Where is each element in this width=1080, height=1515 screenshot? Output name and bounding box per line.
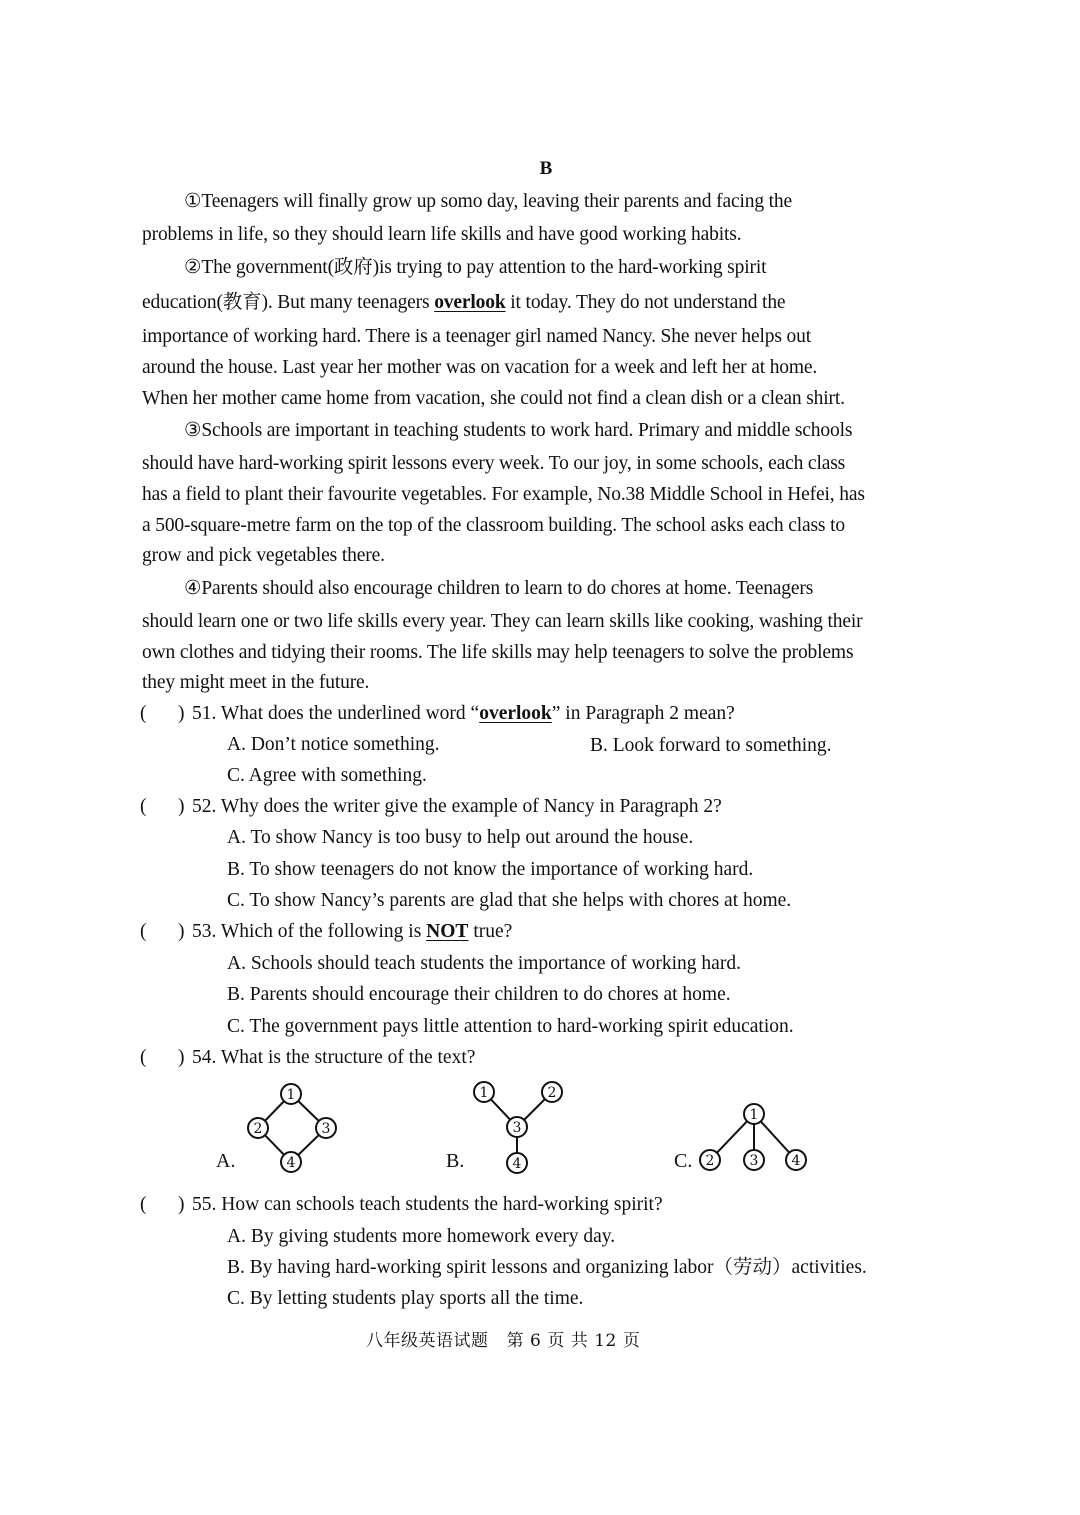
paragraph-marker: ① <box>184 191 202 212</box>
section-title: B <box>539 158 553 179</box>
answer-blank-open[interactable]: ( <box>140 1047 147 1068</box>
diagram-b-node-3 <box>507 1117 527 1137</box>
paragraph-marker: ④ <box>184 578 202 599</box>
answer-blank-close[interactable]: ) <box>178 921 185 942</box>
underlined-word: NOT <box>426 921 469 942</box>
paragraph-2-line-4: around the house. Last year her mother was on vacation for a week and left her at home. <box>142 357 818 378</box>
page-number: 6 <box>530 1331 542 1351</box>
paragraph-3-line-5: grow and pick vegetables there. <box>142 545 385 566</box>
node-label: 2 <box>705 1153 715 1169</box>
paragraph-4-line-3: own clothes and tidying their rooms. The life skills may help teenagers to solve the problems <box>142 642 854 663</box>
answer-blank-close[interactable]: ) <box>178 1194 185 1215</box>
paragraph-4-line-2: should learn one or two life skills every year. They can learn skills like cooking, washing their <box>142 611 863 632</box>
structure-diagram-c <box>695 1098 815 1178</box>
paragraph-2-line-5: When her mother came home from vacation, she could not find a clean dish or a clean shirt. <box>142 388 845 409</box>
structure-diagram-b <box>465 1078 575 1178</box>
paragraph-2-line-1: ②The government(政府)is trying to pay attention to the hard-working spirit <box>184 257 767 278</box>
diagram-c-node-3 <box>744 1150 764 1170</box>
question-text: 52. Why does the writer give the example of Nancy in Paragraph 2? <box>192 796 722 817</box>
q55-option-c: C. By letting students play sports all the time. <box>227 1288 584 1309</box>
paragraph-marker: ② <box>184 257 202 278</box>
diagram-c-node-2 <box>700 1150 720 1170</box>
paragraph-marker: ③ <box>184 420 202 441</box>
q55-option-a: A. By giving students more homework every day. <box>227 1226 616 1247</box>
paragraph-4-line-1: ④Parents should also encourage children to learn to do chores at home. Teenagers <box>184 578 814 599</box>
node-label: 1 <box>749 1107 759 1123</box>
paragraph-3-line-4: a 500-square-metre farm on the top of the classroom building. The school asks each class to <box>142 515 845 536</box>
question-text: 53. Which of the following is NOT true? <box>192 921 513 942</box>
node-label: 3 <box>749 1153 759 1169</box>
node-label: 2 <box>547 1085 557 1101</box>
node-label: 4 <box>512 1156 522 1172</box>
paragraph-3-line-1: ③Schools are important in teaching students to work hard. Primary and middle schools <box>184 420 853 441</box>
q55-option-b: B. By having hard-working spirit lessons and organizing labor（劳动）activities. <box>227 1257 867 1278</box>
paragraph-4-line-4: they might meet in the future. <box>142 672 370 693</box>
q52-option-c: C. To show Nancy’s parents are glad that she helps with chores at home. <box>227 890 792 911</box>
q53-option-b: B. Parents should encourage their children to do chores at home. <box>227 984 731 1005</box>
question-text: 54. What is the structure of the text? <box>192 1047 476 1068</box>
node-label: 1 <box>479 1085 489 1101</box>
paragraph-3-line-2: should have hard-working spirit lessons every week. To our joy, in some schools, each class <box>142 453 846 474</box>
answer-blank-open[interactable]: ( <box>140 921 147 942</box>
underlined-word: overlook <box>434 292 506 313</box>
paragraph-1-line-2: problems in life, so they should learn life skills and have good working habits. <box>142 224 742 245</box>
diagram-b-label: B. <box>446 1150 465 1172</box>
footer-title: 八年级英语试题 <box>366 1331 489 1351</box>
paragraph-3-line-3: has a field to plant their favourite vegetables. For example, No.38 Middle School in Hefei, has <box>142 484 865 505</box>
answer-blank-close[interactable]: ) <box>178 703 185 724</box>
question-text: 51. What does the underlined word “overlook” in Paragraph 2 mean? <box>192 703 735 724</box>
structure-diagram-a <box>240 1078 350 1178</box>
node-label: 4 <box>791 1153 801 1169</box>
paragraph-2-line-3: importance of working hard. There is a teenager girl named Nancy. She never helps out <box>142 326 811 347</box>
paragraph-1-line-1: ①Teenagers will finally grow up somo day, leaving their parents and facing the <box>184 191 793 212</box>
diagram-a-node-2 <box>248 1118 268 1138</box>
q53-option-c: C. The government pays little attention to hard-working spirit education. <box>227 1016 794 1037</box>
diagram-a-node-1 <box>281 1084 301 1104</box>
question-text: 55. How can schools teach students the hard-working spirit? <box>192 1194 663 1215</box>
diagram-c-node-4 <box>786 1150 806 1170</box>
diagram-a-label: A. <box>216 1150 236 1172</box>
diagram-a-node-4 <box>281 1152 301 1172</box>
diagram-b-node-4 <box>507 1153 527 1173</box>
q52-option-b: B. To show teenagers do not know the importance of working hard. <box>227 859 754 880</box>
answer-blank-open[interactable]: ( <box>140 703 147 724</box>
answer-blank-close[interactable]: ) <box>178 796 185 817</box>
total-pages: 12 <box>594 1331 617 1351</box>
q52-option-a: A. To show Nancy is too busy to help out around the house. <box>227 827 694 848</box>
node-label: 4 <box>286 1155 296 1171</box>
answer-blank-close[interactable]: ) <box>178 1047 185 1068</box>
diagram-c-node-1 <box>744 1104 764 1124</box>
node-label: 2 <box>253 1121 263 1137</box>
diagram-b-node-1 <box>474 1082 494 1102</box>
diagram-c-label: C. <box>674 1150 693 1172</box>
node-label: 1 <box>286 1087 296 1103</box>
q53-option-a: A. Schools should teach students the importance of working hard. <box>227 953 741 974</box>
q51-option-a: A. Don’t notice something. <box>227 734 440 755</box>
diagram-b-node-2 <box>542 1082 562 1102</box>
node-label: 3 <box>321 1121 331 1137</box>
node-label: 3 <box>512 1120 522 1136</box>
q51-option-c: C. Agree with something. <box>227 765 427 786</box>
paragraph-2-line-2: education(教育). But many teenagers overlook it today. They do not understand the <box>142 292 786 313</box>
page-footer: 八年级英语试题 第 6 页 共 12 页 <box>366 1331 641 1351</box>
answer-blank-open[interactable]: ( <box>140 1194 147 1215</box>
q51-option-b: B. Look forward to something. <box>590 735 832 756</box>
answer-blank-open[interactable]: ( <box>140 796 147 817</box>
underlined-word: overlook <box>479 703 552 724</box>
diagram-a-node-3 <box>316 1118 336 1138</box>
